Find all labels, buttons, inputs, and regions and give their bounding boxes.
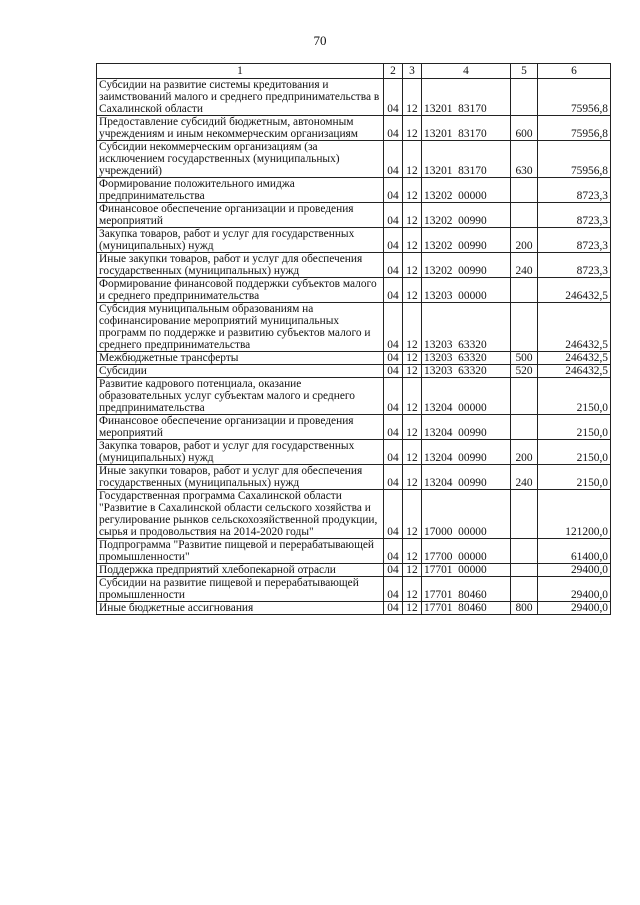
- row-name-cell: Финансовое обеспечение организации и проведения мероприятий: [97, 203, 384, 228]
- column-header: 3: [403, 64, 422, 79]
- row-target-code-cell: 13203 00000: [422, 278, 511, 303]
- row-expense-type-cell: 520: [511, 365, 538, 378]
- row-name-cell: Субсидии на развитие пищевой и перерабатывающей промышленности: [97, 577, 384, 602]
- row-section-cell: 04: [384, 602, 403, 615]
- table-row: [97, 465, 611, 490]
- row-amount-cell: 8723,3: [538, 203, 611, 228]
- row-name-cell: Иные бюджетные ассигнования: [97, 602, 384, 615]
- row-target-code-cell: 17700 00000: [422, 539, 511, 564]
- table-row: [97, 278, 611, 303]
- row-target-code-cell: 17701 80460: [422, 577, 511, 602]
- row-target-code-cell: 13203 63320: [422, 303, 511, 352]
- row-section-cell: 04: [384, 440, 403, 465]
- table-row: [97, 352, 611, 365]
- row-subsection-cell: 12: [403, 278, 422, 303]
- row-name-cell: Поддержка предприятий хлебопекарной отрасли: [97, 564, 384, 577]
- row-subsection-cell: 12: [403, 440, 422, 465]
- column-header: 2: [384, 64, 403, 79]
- table-row: [97, 79, 611, 116]
- budget-table: [96, 63, 611, 615]
- row-section-cell: 04: [384, 228, 403, 253]
- row-expense-type-cell: 240: [511, 253, 538, 278]
- row-subsection-cell: 12: [403, 178, 422, 203]
- row-target-code-cell: 17701 80460: [422, 602, 511, 615]
- column-header: 1: [97, 64, 384, 79]
- row-target-code-cell: 13201 83170: [422, 141, 511, 178]
- row-section-cell: 04: [384, 352, 403, 365]
- table-row: [97, 378, 611, 415]
- row-target-code-cell: 13204 00990: [422, 440, 511, 465]
- row-expense-type-cell: 600: [511, 116, 538, 141]
- row-amount-cell: 8723,3: [538, 178, 611, 203]
- row-name-cell: Формирование финансовой поддержки субъектов малого и среднего предпринимательства: [97, 278, 384, 303]
- row-section-cell: 04: [384, 577, 403, 602]
- row-section-cell: 04: [384, 253, 403, 278]
- row-expense-type-cell: 500: [511, 352, 538, 365]
- row-subsection-cell: 12: [403, 577, 422, 602]
- row-expense-type-cell: [511, 564, 538, 577]
- row-expense-type-cell: 200: [511, 440, 538, 465]
- row-target-code-cell: 13204 00000: [422, 378, 511, 415]
- row-amount-cell: 2150,0: [538, 415, 611, 440]
- row-subsection-cell: 12: [403, 415, 422, 440]
- row-section-cell: 04: [384, 278, 403, 303]
- row-amount-cell: 246432,5: [538, 303, 611, 352]
- row-section-cell: 04: [384, 203, 403, 228]
- row-amount-cell: 75956,8: [538, 79, 611, 116]
- row-amount-cell: 2150,0: [538, 378, 611, 415]
- row-name-cell: Закупка товаров, работ и услуг для государственных (муниципальных) нужд: [97, 440, 384, 465]
- row-name-cell: Государственная программа Сахалинской области "Развитие в Сахалинской области сельского хозяйства и регулирование рынков сельскохозяйственной продукции, сырья и продовольствия на 2014-2020 годы": [97, 490, 384, 539]
- table-row: [97, 253, 611, 278]
- row-section-cell: 04: [384, 141, 403, 178]
- row-expense-type-cell: [511, 415, 538, 440]
- row-amount-cell: 61400,0: [538, 539, 611, 564]
- row-subsection-cell: 12: [403, 303, 422, 352]
- row-subsection-cell: 12: [403, 378, 422, 415]
- table-row: [97, 539, 611, 564]
- row-amount-cell: 75956,8: [538, 141, 611, 178]
- row-expense-type-cell: 240: [511, 465, 538, 490]
- row-subsection-cell: 12: [403, 228, 422, 253]
- table-row: [97, 203, 611, 228]
- row-subsection-cell: 12: [403, 365, 422, 378]
- row-name-cell: Субсидии на развитие системы кредитования и заимствований малого и среднего предпринимательства в Сахалинской области: [97, 79, 384, 116]
- row-name-cell: Подпрограмма "Развитие пищевой и перерабатывающей промышленности": [97, 539, 384, 564]
- row-amount-cell: 29400,0: [538, 602, 611, 615]
- row-expense-type-cell: 630: [511, 141, 538, 178]
- row-target-code-cell: 17000 00000: [422, 490, 511, 539]
- row-amount-cell: 2150,0: [538, 440, 611, 465]
- row-section-cell: 04: [384, 378, 403, 415]
- row-name-cell: Закупка товаров, работ и услуг для государственных (муниципальных) нужд: [97, 228, 384, 253]
- row-name-cell: Межбюджетные трансферты: [97, 352, 384, 365]
- row-expense-type-cell: [511, 178, 538, 203]
- table-row: [97, 564, 611, 577]
- table-header-row: [97, 64, 611, 79]
- row-expense-type-cell: [511, 539, 538, 564]
- row-expense-type-cell: [511, 203, 538, 228]
- row-expense-type-cell: [511, 79, 538, 116]
- row-section-cell: 04: [384, 303, 403, 352]
- row-expense-type-cell: [511, 378, 538, 415]
- table-row: [97, 116, 611, 141]
- table-row: [97, 440, 611, 465]
- table-row: [97, 141, 611, 178]
- row-expense-type-cell: [511, 577, 538, 602]
- row-name-cell: Финансовое обеспечение организации и проведения мероприятий: [97, 415, 384, 440]
- row-section-cell: 04: [384, 564, 403, 577]
- row-target-code-cell: 13203 63320: [422, 365, 511, 378]
- column-header: 6: [538, 64, 611, 79]
- row-section-cell: 04: [384, 415, 403, 440]
- row-name-cell: Формирование положительного имиджа предпринимательства: [97, 178, 384, 203]
- row-target-code-cell: 13202 00990: [422, 228, 511, 253]
- row-target-code-cell: 13204 00990: [422, 415, 511, 440]
- row-name-cell: Субсидия муниципальным образованиям на софинансирование мероприятий муниципальных программ по поддержке и развитию субъектов малого и среднего предпринимательства: [97, 303, 384, 352]
- column-header: 4: [422, 64, 511, 79]
- row-target-code-cell: 13202 00990: [422, 203, 511, 228]
- row-target-code-cell: 13202 00000: [422, 178, 511, 203]
- table-row: [97, 577, 611, 602]
- row-subsection-cell: 12: [403, 490, 422, 539]
- row-amount-cell: 2150,0: [538, 465, 611, 490]
- row-subsection-cell: 12: [403, 203, 422, 228]
- row-subsection-cell: 12: [403, 564, 422, 577]
- row-section-cell: 04: [384, 539, 403, 564]
- row-section-cell: 04: [384, 116, 403, 141]
- row-subsection-cell: 12: [403, 253, 422, 278]
- row-amount-cell: 75956,8: [538, 116, 611, 141]
- row-section-cell: 04: [384, 465, 403, 490]
- row-name-cell: Предоставление субсидий бюджетным, автономным учреждениям и иным некоммерческим организациям: [97, 116, 384, 141]
- table-row: [97, 228, 611, 253]
- row-amount-cell: 121200,0: [538, 490, 611, 539]
- row-expense-type-cell: 800: [511, 602, 538, 615]
- row-expense-type-cell: [511, 490, 538, 539]
- row-subsection-cell: 12: [403, 352, 422, 365]
- row-amount-cell: 246432,5: [538, 278, 611, 303]
- page-number: 70: [313, 33, 327, 48]
- row-name-cell: Субсидии некоммерческим организациям (за исключением государственных (муниципальных) учреждений): [97, 141, 384, 178]
- row-subsection-cell: 12: [403, 116, 422, 141]
- column-header: 5: [511, 64, 538, 79]
- row-name-cell: Развитие кадрового потенциала, оказание образовательных услуг субъектам малого и среднего предпринимательства: [97, 378, 384, 415]
- table-body: [97, 79, 611, 615]
- row-target-code-cell: 13201 83170: [422, 79, 511, 116]
- row-expense-type-cell: [511, 278, 538, 303]
- row-target-code-cell: 13201 83170: [422, 116, 511, 141]
- row-section-cell: 04: [384, 79, 403, 116]
- row-subsection-cell: 12: [403, 79, 422, 116]
- row-amount-cell: 8723,3: [538, 228, 611, 253]
- row-amount-cell: 246432,5: [538, 365, 611, 378]
- table-row: [97, 602, 611, 615]
- table-row: [97, 303, 611, 352]
- row-expense-type-cell: [511, 303, 538, 352]
- row-section-cell: 04: [384, 365, 403, 378]
- row-subsection-cell: 12: [403, 465, 422, 490]
- row-amount-cell: 29400,0: [538, 577, 611, 602]
- row-target-code-cell: 17701 00000: [422, 564, 511, 577]
- row-section-cell: 04: [384, 490, 403, 539]
- row-subsection-cell: 12: [403, 141, 422, 178]
- row-amount-cell: 8723,3: [538, 253, 611, 278]
- row-amount-cell: 246432,5: [538, 352, 611, 365]
- table-row: [97, 365, 611, 378]
- row-subsection-cell: 12: [403, 539, 422, 564]
- table-row: [97, 415, 611, 440]
- row-expense-type-cell: 200: [511, 228, 538, 253]
- row-target-code-cell: 13204 00990: [422, 465, 511, 490]
- row-target-code-cell: 13202 00990: [422, 253, 511, 278]
- row-amount-cell: 29400,0: [538, 564, 611, 577]
- row-name-cell: Иные закупки товаров, работ и услуг для обеспечения государственных (муниципальных) нужд: [97, 465, 384, 490]
- row-subsection-cell: 12: [403, 602, 422, 615]
- table-row: [97, 490, 611, 539]
- row-target-code-cell: 13203 63320: [422, 352, 511, 365]
- row-name-cell: Иные закупки товаров, работ и услуг для обеспечения государственных (муниципальных) нужд: [97, 253, 384, 278]
- table-row: [97, 178, 611, 203]
- row-name-cell: Субсидии: [97, 365, 384, 378]
- row-section-cell: 04: [384, 178, 403, 203]
